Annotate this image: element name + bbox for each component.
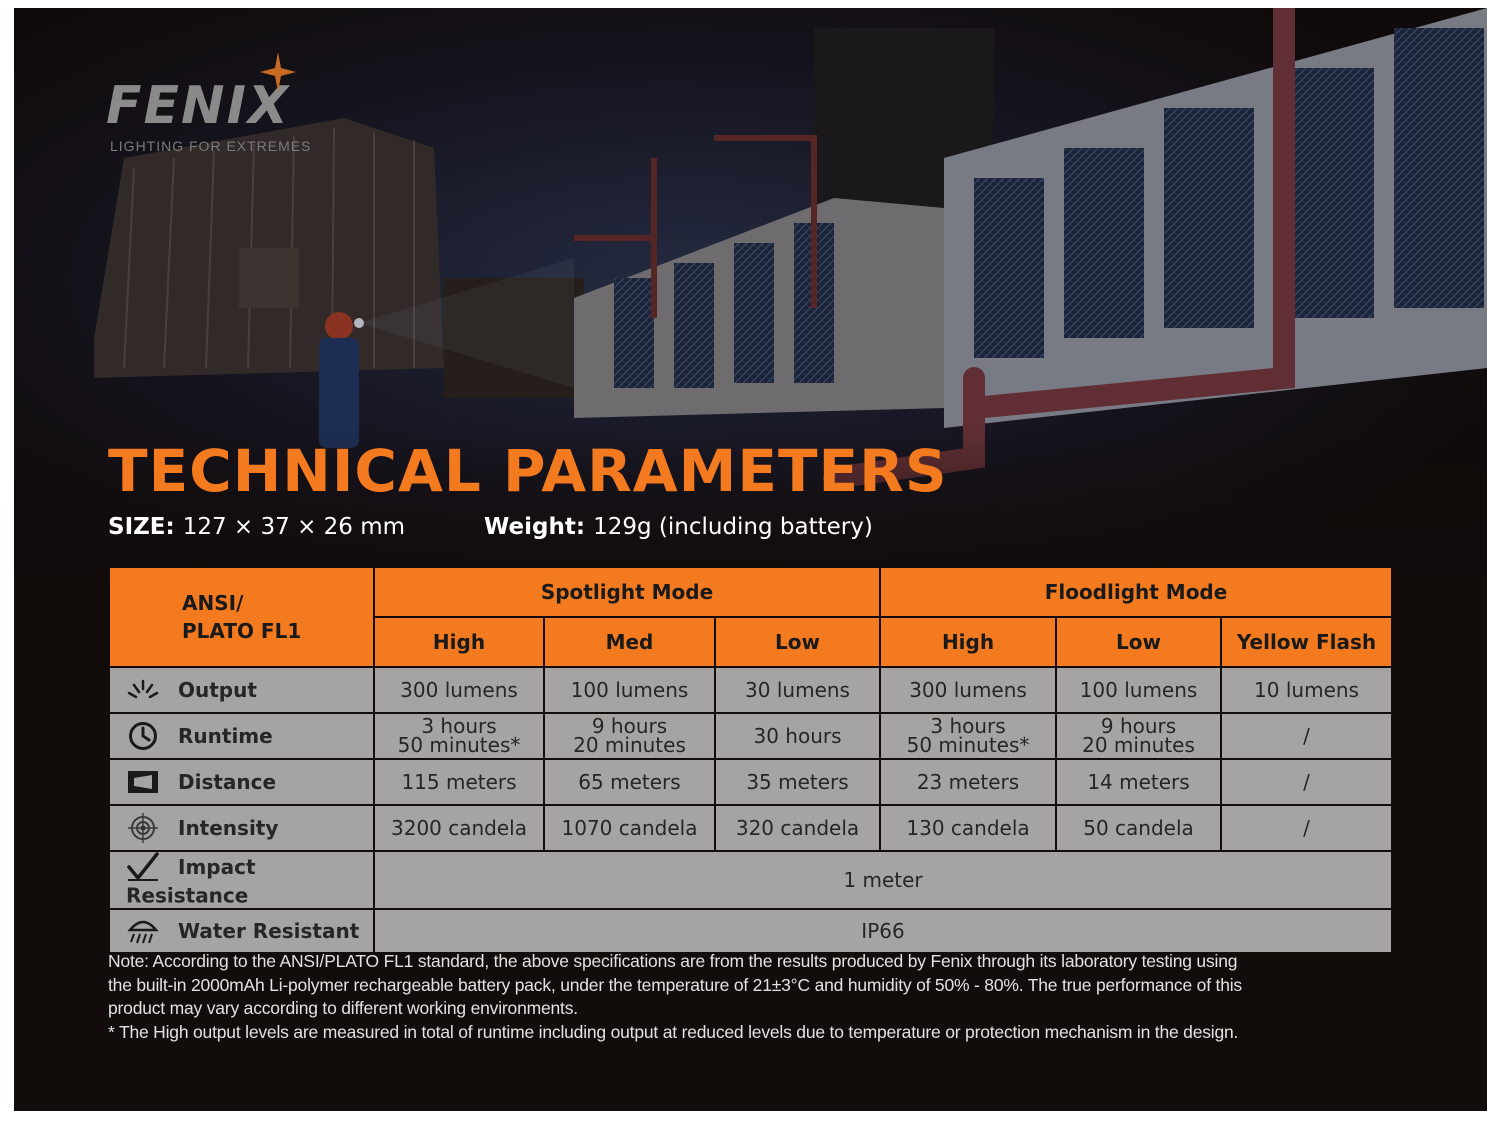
column-header: Med — [544, 617, 715, 667]
table-cell: / — [1221, 713, 1392, 759]
footnote-line: product may vary according to different working environments. — [108, 998, 578, 1018]
row-label-output — [109, 667, 374, 713]
table-row — [109, 805, 1392, 851]
column-header: High — [374, 617, 544, 667]
size-label: SIZE: — [108, 514, 175, 540]
impact-icon — [126, 852, 160, 882]
water-value: IP66 — [374, 909, 1392, 953]
corner-line-2: PLATO FL1 — [182, 619, 302, 643]
water-icon — [126, 916, 160, 946]
table-row — [109, 909, 1392, 953]
table-cell: 30 hours — [715, 713, 880, 759]
clock-icon — [126, 721, 160, 751]
page-title: TECHNICAL PARAMETERS — [108, 437, 948, 505]
row-label-text: Water Resistant — [178, 918, 360, 943]
distance-icon — [126, 767, 160, 797]
table-cell: 300 lumens — [374, 667, 544, 713]
impact-value: 1 meter — [374, 851, 1392, 909]
table-cell: 320 candela — [715, 805, 880, 851]
table-cell: 35 meters — [715, 759, 880, 805]
footnote-line: * The High output levels are measured in total of runtime including output at reduced levels due to temperature or protection mechanism in the design. — [108, 1021, 1239, 1042]
table-cell: 3 hours 50 minutes* — [880, 713, 1056, 759]
table-cell: 23 meters — [880, 759, 1056, 805]
table-row — [109, 713, 1392, 759]
table-cell: 115 meters — [374, 759, 544, 805]
row-label-text: Output — [178, 678, 257, 702]
corner-line-1: ANSI/ — [182, 591, 244, 615]
row-label-water — [109, 909, 374, 953]
row-label-distance — [109, 759, 374, 805]
table-row — [109, 851, 1392, 909]
table-cell: / — [1221, 805, 1392, 851]
brand-logo — [106, 76, 312, 154]
row-label-runtime — [109, 713, 374, 759]
weight-label: Weight: — [484, 514, 586, 540]
table-cell: 3 hours 50 minutes* — [374, 713, 544, 759]
row-label-intensity — [109, 805, 374, 851]
output-icon — [126, 675, 160, 705]
table-cell: 300 lumens — [880, 667, 1056, 713]
size-value: 127 × 37 × 26 mm — [182, 514, 406, 540]
weight-value: 129g (including battery) — [593, 514, 873, 540]
intensity-icon — [126, 813, 160, 843]
table-cell: 100 lumens — [1056, 667, 1221, 713]
row-label-impact — [109, 851, 374, 909]
column-header: Low — [715, 617, 880, 667]
table-cell: 100 lumens — [544, 667, 715, 713]
table-cell: / — [1221, 759, 1392, 805]
row-label-text: Distance — [178, 770, 277, 794]
column-header: Low — [1056, 617, 1221, 667]
spotlight-mode-header: Spotlight Mode — [374, 567, 880, 617]
product-spec-panel — [14, 8, 1487, 1111]
column-header: Yellow Flash — [1221, 617, 1392, 667]
table-cell: 1070 candela — [544, 805, 715, 851]
table-cell: 14 meters — [1056, 759, 1221, 805]
footnote-line: Note: According to the ANSI/PLATO FL1 standard, the above specifications are from the results produced by Fenix through its laboratory testing using — [108, 951, 1238, 971]
row-label-text: Impact Resistance — [126, 855, 256, 908]
floodlight-mode-header: Floodlight Mode — [880, 567, 1392, 617]
table-cell: 9 hours 20 minutes — [1056, 713, 1221, 759]
table-cell: 9 hours 20 minutes — [544, 713, 715, 759]
table-cell: 130 candela — [880, 805, 1056, 851]
table-cell: 65 meters — [544, 759, 715, 805]
size-spec — [108, 514, 405, 540]
table-cell: 10 lumens — [1221, 667, 1392, 713]
brand-tagline: LIGHTING FOR EXTREMES — [110, 138, 312, 154]
weight-spec — [484, 514, 873, 540]
brand-name: FENIX — [106, 76, 291, 136]
parameters-table — [108, 566, 1393, 954]
table-corner-header — [109, 567, 374, 667]
footnote-line: the built-in 2000mAh Li-polymer rechargeable battery pack, under the temperature of 21±3°C and humidity of 50% - 80%. The true performance of this — [108, 974, 1242, 995]
table-cell: 30 lumens — [715, 667, 880, 713]
row-label-text: Runtime — [178, 724, 273, 748]
column-header: High — [880, 617, 1056, 667]
table-row — [109, 759, 1392, 805]
footnote — [108, 950, 1398, 1044]
table-cell: 3200 candela — [374, 805, 544, 851]
logo-star-icon — [260, 52, 296, 92]
row-label-text: Intensity — [178, 816, 279, 840]
table-cell: 50 candela — [1056, 805, 1221, 851]
table-row — [109, 667, 1392, 713]
